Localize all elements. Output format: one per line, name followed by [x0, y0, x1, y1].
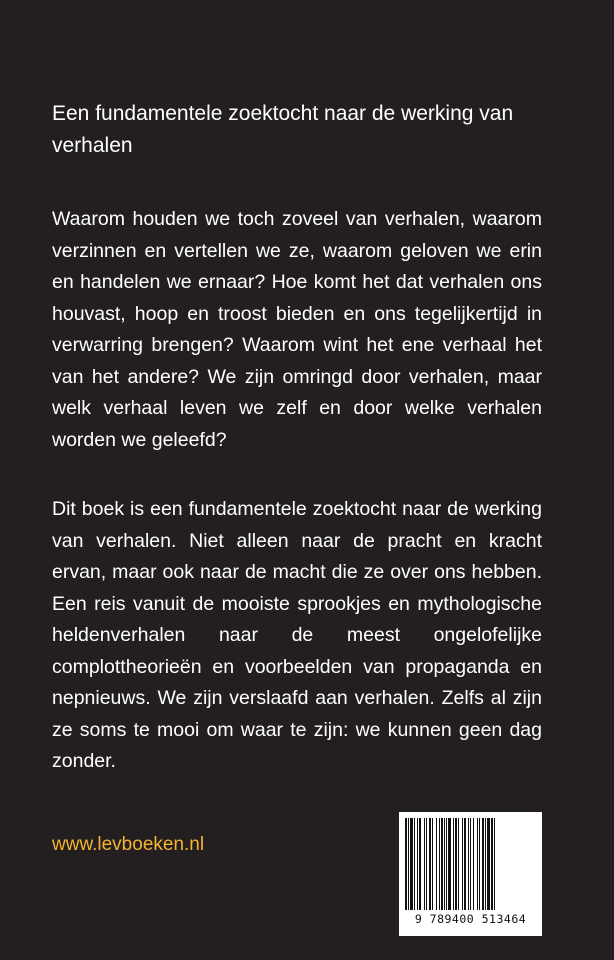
barcode-bars: [405, 818, 536, 910]
barcode-bar: [487, 818, 490, 910]
isbn-barcode: [399, 812, 542, 936]
barcode-bar: [446, 818, 447, 910]
barcode-bar: [491, 818, 493, 910]
barcode-bar: [419, 818, 421, 910]
blurb-paragraph-2: Dit boek is een fundamentele zoektocht naar de werking van verhalen. Niet alleen naar de pracht en kracht ervan, maar ook naar de macht die ze over ons hebben. Een reis vanuit de mooiste sprookjes en mythologische heldenverhalen naar de meest ongelofelijke complottheorieën en voorbeelden van propaganda en nepnieuws. We zijn verslaafd aan verhalen. Zelfs al zijn ze soms te mooi om waar te zijn: we kunnen geen dag zonder.: [52, 498, 542, 772]
barcode-bar: [436, 818, 437, 910]
barcode-bar: [441, 818, 443, 910]
barcode-bar: [453, 818, 454, 910]
barcode-bar: [482, 818, 484, 910]
isbn-number: 9 789400 513464: [414, 912, 527, 926]
barcode-bar: [408, 818, 409, 910]
barcode-bar: [439, 818, 440, 910]
barcode-bar: [426, 818, 427, 910]
back-cover-headline: Een fundamentele zoektocht naar de werking van verhalen: [52, 102, 514, 157]
barcode-bar: [417, 818, 418, 910]
blurb-paragraph-1: Waarom houden we toch zoveel van verhalen, waarom verzinnen en vertellen we ze, waarom geloven we erin en handelen we ernaar? Hoe komt het dat verhalen ons houvast, hoop en troost bieden en ons tegelijkertijd in verwarring brengen? Waarom wint het ene verhaal het van het andere? We zijn omringd door verhalen, maar welk verhaal leven we zelf en door welke verhalen worden we geleefd?: [52, 208, 542, 451]
barcode-bar: [462, 818, 463, 910]
barcode-bar: [414, 818, 415, 910]
barcode-bar: [494, 818, 495, 910]
barcode-bar: [424, 818, 425, 910]
barcode-bar: [429, 818, 431, 910]
barcode-bar: [448, 818, 451, 910]
barcode-bar: [464, 818, 466, 910]
barcode-bar: [479, 818, 480, 910]
barcode-bar: [444, 818, 445, 910]
barcode-bar: [470, 818, 471, 910]
barcode-bar: [477, 818, 478, 910]
barcode-bar: [458, 818, 459, 910]
publisher-website-link[interactable]: www.levboeken.nl: [52, 834, 205, 855]
barcode-bar: [455, 818, 457, 910]
barcode-bar: [410, 818, 413, 910]
barcode-bar: [468, 818, 469, 910]
barcode-bar: [485, 818, 486, 910]
barcode-bar: [473, 818, 474, 910]
barcode-bar: [432, 818, 433, 910]
barcode-bar: [405, 818, 407, 910]
